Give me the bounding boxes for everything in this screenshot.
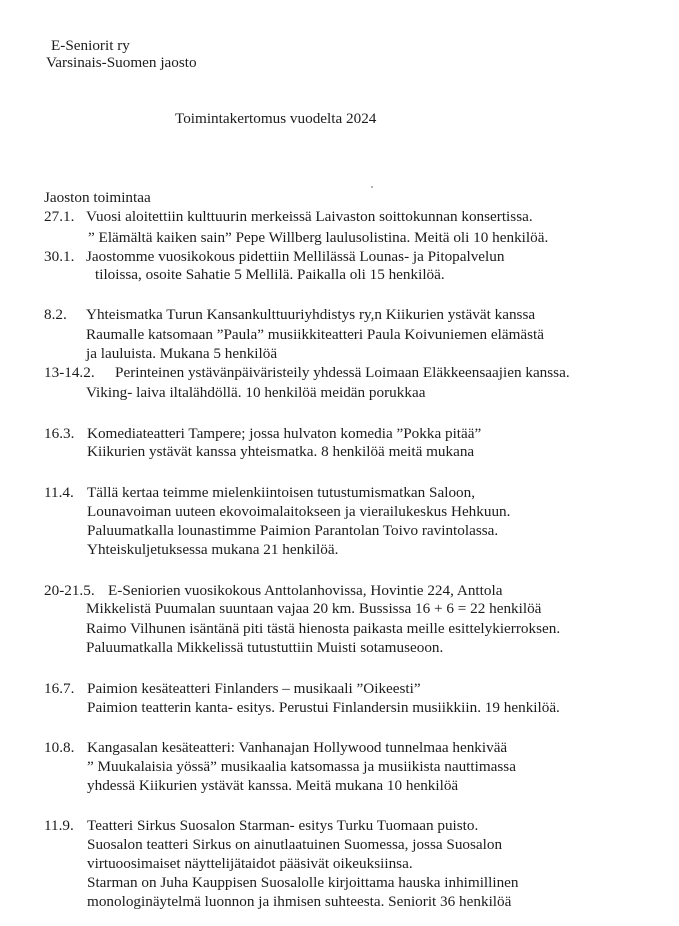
entry-text: Yhteismatka Turun Kansankulttuuriyhdistys ry,n Kiikurien ystävät kanssa [86,306,536,323]
document-title: Toimintakertomus vuodelta 2024 [175,110,377,127]
entry-date: 30.1. [44,248,75,265]
entry-text: Jaostomme vuosikokous pidettiin Mellilässä Lounas- ja Pitopalvelun [86,248,505,265]
entry-text: ” Elämältä kaiken sain” Pepe Willberg laulusolistina. Meitä oli 10 henkilöä. [88,229,549,246]
division-name: Varsinais-Suomen jaosto [46,54,197,71]
entry-date: 27.1. [44,208,75,225]
entry-date: 20-21.5. [44,582,95,599]
entry-text: ” Muukalaisia yössä” musikaalia katsomassa ja musiikista nauttimassa [87,758,516,775]
entry-text: Paimion teatterin kanta- esitys. Perustui Finlandersin musiikkiin. 19 henkilöä. [87,699,560,716]
entry-text: monologinäytelmä luonnon ja ihmisen suhteesta. Seniorit 36 henkilöä [87,893,512,910]
entry-text: Tällä kertaa teimme mielenkiintoisen tutustumismatkan Saloon, [87,484,476,501]
scan-speck [371,186,373,188]
section-heading: Jaoston toimintaa [44,189,151,206]
entry-text: Komediateatteri Tampere; jossa hulvaton komedia ”Pokka pitää” [87,425,482,442]
entry-date: 10.8. [44,739,75,756]
entry-date: 16.7. [44,680,75,697]
entry-text: Lounavoiman uuteen ekovoimalaitokseen ja vierailukeskus Hehkuun. [87,503,511,520]
entry-text: Mikkelistä Puumalan suuntaan vajaa 20 km. Bussissa 16 + 6 = 22 henkilöä [86,600,542,617]
entry-date: 11.9. [44,817,74,834]
entry-text: Raumalle katsomaan ”Paula” musiikkiteatteri Paula Koivuniemen elämästä [86,326,545,343]
entry-text: Paluumatkalla Mikkelissä tutustuttiin Muisti sotamuseoon. [86,639,444,656]
entry-text: Kiikurien ystävät kanssa yhteismatka. 8 henkilöä meitä mukana [87,443,475,460]
entry-text: Teatteri Sirkus Suosalon Starman- esitys Turku Tuomaan puisto. [87,817,479,834]
organization-name: E-Seniorit ry [51,37,130,54]
entry-date: 16.3. [44,425,75,442]
entry-text: E-Seniorien vuosikokous Anttolanhovissa, Hovintie 224, Anttola [108,582,503,599]
entry-text: virtuoosimaiset näyttelijätaidot pääsivät oikeuksiinsa. [87,855,413,872]
entry-text: Starman on Juha Kauppisen Suosalolle kirjoittama hauska inhimillinen [87,874,519,891]
entry-date: 8.2. [44,306,67,323]
entry-text: Vuosi aloitettiin kulttuurin merkeissä Laivaston soittokunnan konsertissa. [86,208,533,225]
entry-text: Paluumatkalla lounastimme Paimion Parantolan Toivo ravintolassa. [87,522,499,539]
entry-date: 11.4. [44,484,74,501]
entry-text: yhdessä Kiikurien ystävät kanssa. Meitä mukana 10 henkilöä [87,777,459,794]
entry-text: Yhteiskuljetuksessa mukana 21 henkilöä. [87,541,339,558]
entry-text: Raimo Vilhunen isäntänä piti tästä hienosta paikasta meille esittelykierroksen. [86,620,561,637]
entry-text: Perinteinen ystävänpäiväristeily yhdessä Loimaan Eläkkeensaajien kanssa. [115,364,570,381]
entry-text: Suosalon teatteri Sirkus on ainutlaatuinen Suomessa, jossa Suosalon [87,836,503,853]
entry-text: ja lauluista. Mukana 5 henkilöä [86,345,278,362]
entry-text: tiloissa, osoite Sahatie 5 Mellilä. Paikalla oli 15 henkilöä. [95,266,445,283]
entry-text: Viking- laiva iltalähdöllä. 10 henkilöä meidän porukkaa [86,384,426,401]
entry-text: Kangasalan kesäteatteri: Vanhanajan Hollywood tunnelmaa henkivää [87,739,508,756]
entry-date: 13-14.2. [44,364,95,381]
entry-text: Paimion kesäteatteri Finlanders – musikaali ”Oikeesti” [87,680,421,697]
